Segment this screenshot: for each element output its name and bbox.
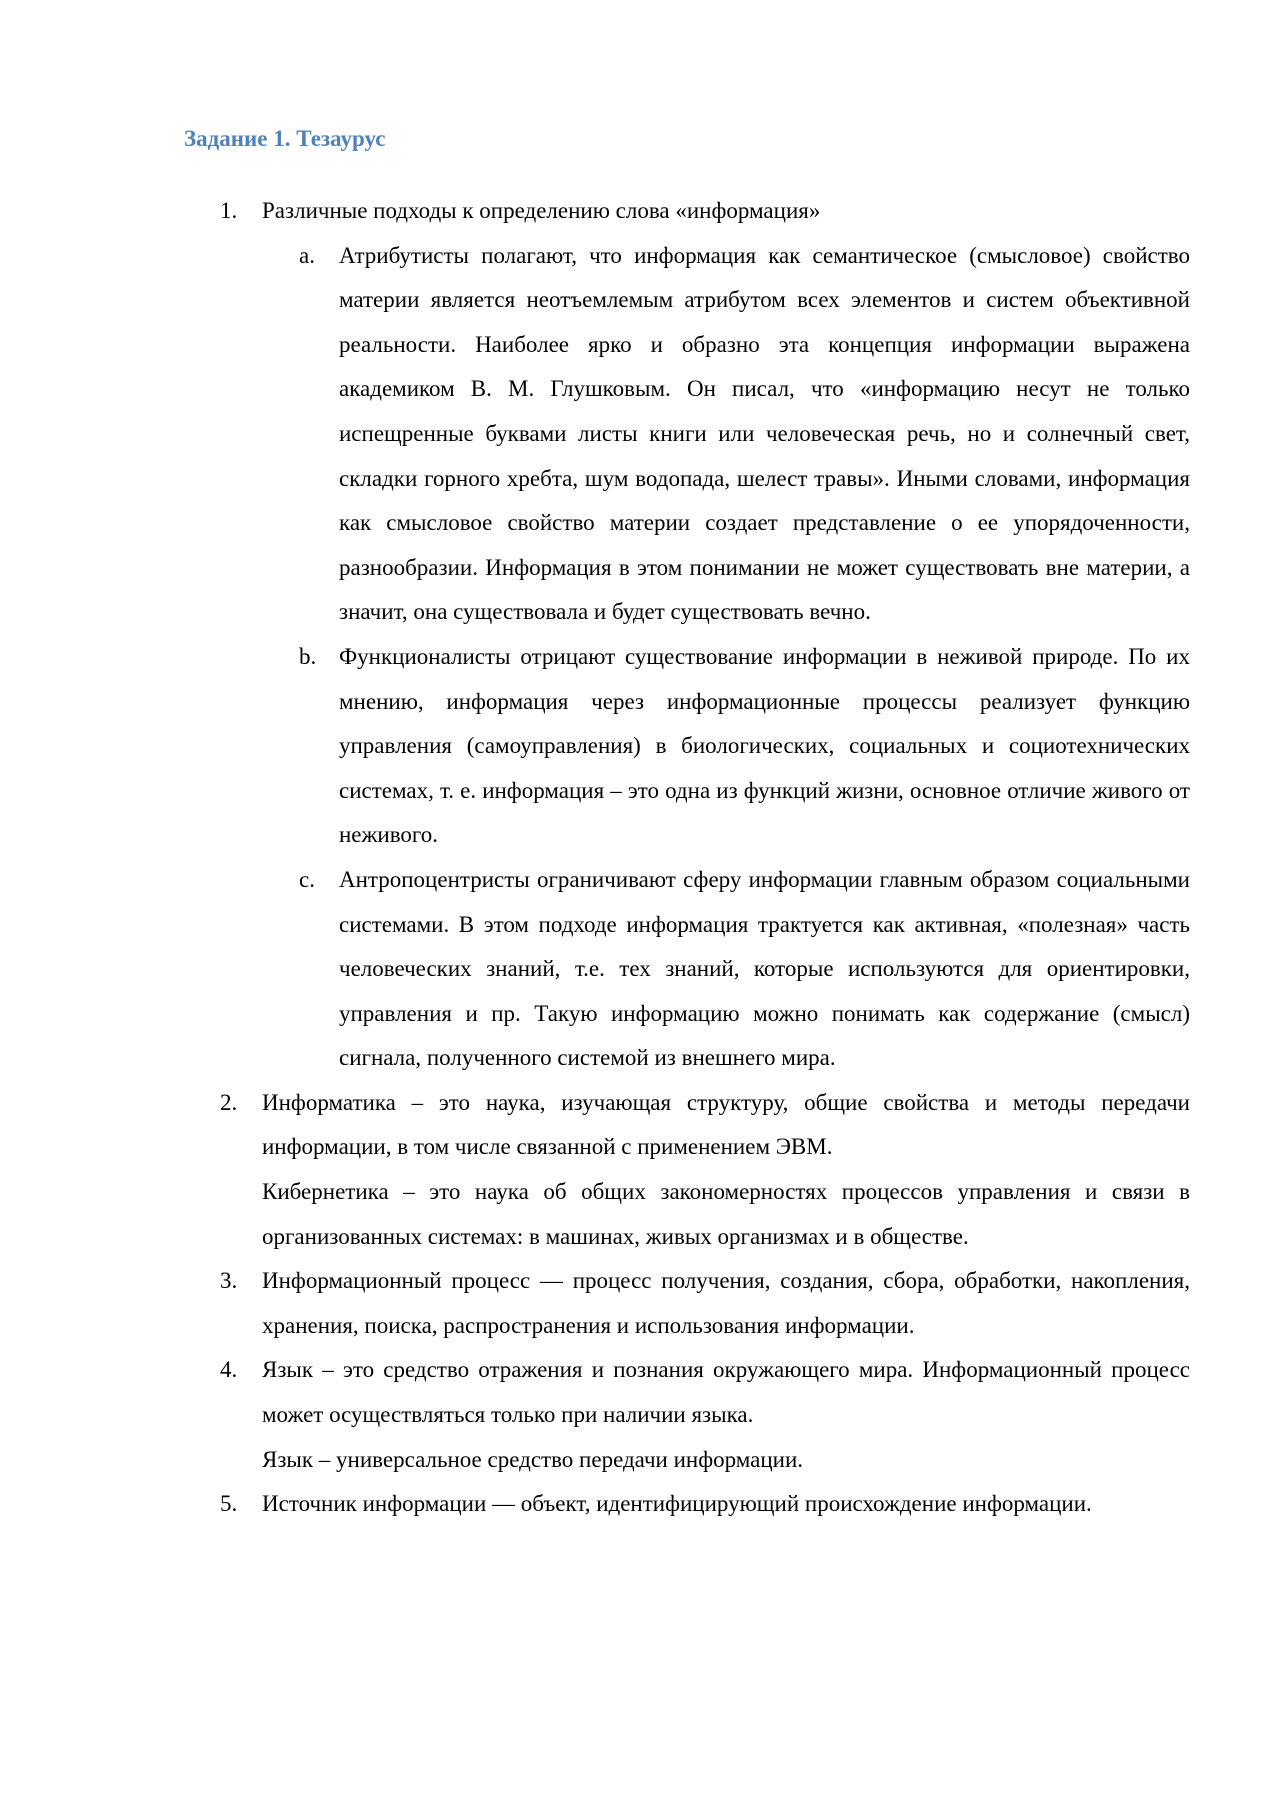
list-number: 4. [220,1357,238,1383]
sub-item-text: Функционалисты отрицают существование информации в неживой природе. По их мнению, информация через информационные процессы реализует функцию управления (самоуправления) в биологических, социальных и социотехнических системах, т. е. информация – это одна из функций жизни, основное отличие живого от неживого. [339,643,1190,848]
sub-item-a [184,234,1190,635]
list-item-2 [184,1081,1190,1259]
list-item-5 [184,1482,1190,1527]
list-item-text: Язык – это средство отражения и познания окружающего мира. Информационный процесс может осуществляться только при наличии языка. [262,1357,1190,1428]
sub-item-letter: c. [299,866,315,892]
list-number: 3. [220,1268,238,1294]
sub-item-c [184,858,1190,1081]
list-item-4 [184,1348,1190,1482]
list-item-text: Информационный процесс — процесс получения, создания, сбора, обработки, накопления, хранения, поиска, распространения и использования информации. [262,1268,1190,1338]
list-item-extra-text: Язык – универсальное средство передачи информации. [262,1446,804,1472]
sub-item-text: Антропоцентристы ограничивают сферу информации главным образом социальными системами. В этом подходе информация трактуется как активная, «полезная» часть человеческих знаний, т.е. тех знаний, которые используются для ориентировки, управления и пр. Такую информацию можно понимать как содержание (смысл) сигнала, полученного системой из внешнего мира. [339,866,1190,1071]
list-number: 5. [220,1491,238,1517]
sub-item-letter: b. [299,643,317,669]
thesaurus-list [184,189,1190,1527]
task-heading: Задание 1. Тезаурус [184,126,386,151]
list-item-1 [184,189,1190,1081]
sub-item-letter: a. [299,242,315,268]
list-item-text: Информатика – это наука, изучающая структуру, общие свойства и методы передачи информации, в том числе связанной с применением ЭВМ. [262,1089,1190,1160]
sub-item-b [184,635,1190,858]
list-item-text: Различные подходы к определению слова «информация» [262,198,821,223]
list-number: 1. [220,198,238,223]
sub-list [262,234,1190,1081]
sub-item-text: Атрибутисты полагают, что информация как семантическое (смысловое) свойство материи является неотъемлемым атрибутом всех элементов и систем объективной реальности. Наиболее ярко и образно эта концепция информации выражена академиком В. М. Глушковым. Он писал, что «информацию несут не только испещренные буквами листы книги или человеческая речь, но и солнечный свет, складки горного хребта, шум водопада, шелест травы». Иными словами, информация как смысловое свойство материи создает представление о ее упорядоченности, разнообразии. Информация в этом понимании не может существовать вне материи, а значит, она существовала и будет существовать вечно. [339,242,1190,625]
list-item-3 [184,1259,1190,1348]
list-item-text: Источник информации — объект, идентифицирующий происхождение информации. [262,1491,1092,1517]
list-number: 2. [220,1089,238,1115]
list-item-extra-text: Кибернетика – это наука об общих закономерностях процессов управления и связи в организованных системах: в машинах, живых организмах и в обществе. [262,1179,1190,1249]
